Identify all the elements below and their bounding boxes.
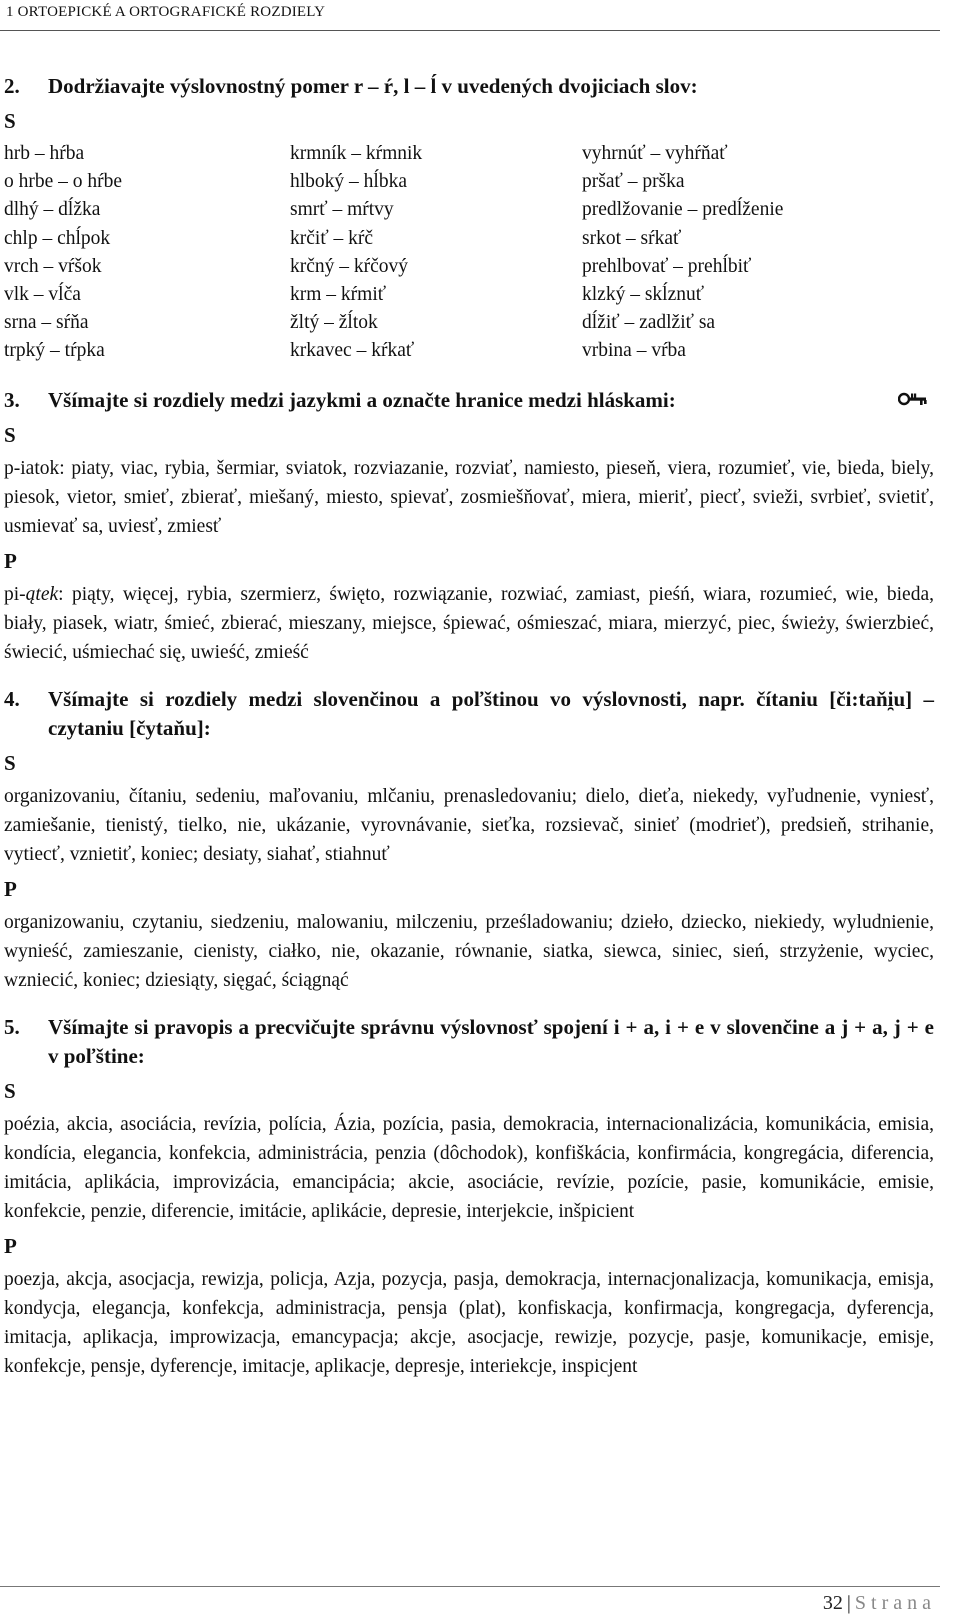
task-5-heading bbox=[4, 1013, 934, 1071]
word-pair: dlhý – dĺžka bbox=[4, 199, 101, 221]
footer-separator: | bbox=[846, 1592, 851, 1614]
word-pair: krčiť – kŕč bbox=[290, 227, 374, 249]
word-pair: vrch – vŕšok bbox=[4, 255, 102, 277]
word-pair: vlk – vĺča bbox=[4, 284, 81, 306]
task-2-number: 2. bbox=[4, 74, 20, 98]
task-3-s-label: S bbox=[4, 422, 16, 447]
word-pair: vrbina – vŕba bbox=[582, 340, 686, 362]
task-3-s-lead: p-iatok bbox=[4, 457, 60, 479]
task-4-text: Všímajte si rozdiely medzi slovenčinou a poľštinou vo výslovnosti, napr. čítaniu [či:taňi̯u] – czytaniu [čytaňu]: bbox=[48, 686, 934, 740]
word-pair: pršať – prška bbox=[582, 171, 685, 193]
word-pair: krm – kŕmiť bbox=[290, 284, 387, 306]
task-3-p-lead-a: pi- bbox=[4, 583, 26, 605]
word-pair: hrb – hŕba bbox=[4, 143, 85, 164]
word-pair: krmník – kŕmnik bbox=[290, 143, 423, 164]
page-number: 32 bbox=[822, 1592, 843, 1614]
task-3-text: Všímajte si rozdiely medzi jazykmi a označte hranice medzi hláskami: bbox=[48, 387, 676, 412]
word-pair: klzký – skĺznuť bbox=[582, 284, 705, 306]
word-pair: dĺžiť – zadlžiť sa bbox=[582, 312, 716, 334]
word-pair: krkavec – kŕkať bbox=[290, 340, 415, 362]
footer-rule bbox=[0, 1586, 940, 1587]
header-rule bbox=[0, 30, 940, 31]
task-4-number: 4. bbox=[4, 686, 20, 711]
task-3-p-lead-b: ątek bbox=[25, 583, 59, 605]
task-3-s-paragraph bbox=[4, 454, 934, 541]
task-5-p-text: poezja, akcja, asocjacja, rewizja, policja, Azja, pozycja, pasja, demokracja, internacjonalizacja, komunikacja, emisja, kondycja, elegancja, konfekcja, administracja, pensja (plat), konfiskacja, konfirmacja, kongregacja, dyferencja, imitacja, aplikacja, improwizacja, emancypacja; akcje, asocjacje, rewizje, pozycje, pasje, komunikacje, emisje, konfekcje, pensje, dyferencje, imitacje, aplikacje, depresje, interiekcje, inspicjent bbox=[4, 1268, 934, 1377]
task-4-p-text: organizowaniu, czytaniu, siedzeniu, malowaniu, milczeniu, prześladowaniu; dzieło, dziecko, niekiedy, wyludnienie, wynieść, zamieszanie, cienisty, ciałko, nie, okazanie, równanie, siatka, siewca, siniec, sień, strzyżenie, wyciec, wzniecić, koniec; dziesiąty, sięgać, ściągnąć bbox=[4, 911, 934, 991]
task-4-s-label: S bbox=[4, 750, 16, 775]
task-3-heading bbox=[4, 386, 934, 415]
task-3-p-label: P bbox=[4, 548, 17, 573]
word-pair: smrť – mŕtvy bbox=[290, 199, 394, 221]
task-2-text: Dodržiavajte výslovnostný pomer r – ŕ, l – ĺ v uvedených dvojiciach slov: bbox=[48, 74, 698, 98]
page-content bbox=[4, 72, 934, 1381]
word-pair: hlboký – hĺbka bbox=[290, 171, 407, 193]
word-pair: chlp – chĺpok bbox=[4, 227, 111, 249]
task-4-p-label: P bbox=[4, 876, 17, 901]
word-pair: žltý – žĺtok bbox=[290, 312, 378, 334]
key-icon bbox=[898, 386, 928, 415]
word-pairs-grid bbox=[4, 140, 934, 366]
task-3-p-text: : piąty, więcej, rybia, szermierz, święto, rozwiązanie, rozwiać, zamiast, pieśń, wiara, rozumieć, wie, bieda, biały, piasek, wiatr, śmieć, zbierać, mieszany, miejsce, śpiewać, ośmieszać, miara, mierzyć, piec, świeży, świerzbieć, świecić, uśmiechać się, uwieść, zmieść bbox=[4, 583, 934, 663]
task-5-text: Všímajte si pravopis a precvičujte správnu výslovnosť spojení i + a, i + e v slovenčine a j + a, j + e v poľštine: bbox=[48, 1014, 934, 1068]
page-footer bbox=[823, 1592, 936, 1615]
word-pair: srkot – sŕkať bbox=[582, 227, 682, 249]
task-3-s-text: : piaty, viac, rybia, šermiar, sviatok, rozviazanie, rozviať, namiesto, pieseň, viera, rozumieť, vie, bieda, biely, piesok, vietor, smieť, zbierať, miešaný, miesto, spievať, zosmiešňovať, miera, mieriť, piecť, svieži, svrbieť, svietiť, usmievať sa, uviesť, zmiesť bbox=[4, 457, 934, 537]
task-2-heading bbox=[4, 72, 934, 101]
task-4-s-text: organizovaniu, čítaniu, sedeniu, maľovaniu, mlčaniu, prenasledovaniu; dielo, dieťa, niekedy, vyľudnenie, vyniesť, zamiešanie, tienistý, tielko, nie, ukázanie, vyrovnávanie, sieťka, rozsievač, sinieť (modrieť), predsieň, strihanie, vytiecť, vznietiť, koniec; desiaty, siahať, stiahnuť bbox=[4, 785, 934, 865]
running-header: 1 ORTOEPICKÉ A ORTOGRAFICKÉ ROZDIELY bbox=[6, 4, 326, 20]
word-pair: prehlbovať – prehĺbiť bbox=[582, 255, 752, 277]
task-3-p-paragraph bbox=[4, 580, 934, 667]
footer-label: Strana bbox=[854, 1592, 936, 1614]
task-3-number: 3. bbox=[4, 387, 20, 412]
task-2-lang-label: S bbox=[4, 109, 16, 133]
word-pair: vyhrnúť – vyhŕňať bbox=[582, 143, 728, 164]
task-5-number: 5. bbox=[4, 1014, 20, 1039]
word-pair: trpký – tŕpka bbox=[4, 340, 105, 362]
task-5-p-label: P bbox=[4, 1233, 17, 1258]
task-4-heading bbox=[4, 685, 934, 743]
task-5-s-text: poézia, akcia, asociácia, revízia, polícia, Ázia, pozícia, pasia, demokracia, internacionalizácia, komunikácia, emisia, kondícia, elegancia, konfekcia, administrácia, penzia (dôchodok), konfiškácia, konfirmácia, kongregácia, diferencia, imitácia, aplikácia, improvizácia, emancipácia; akcie, asociácie, revízie, pozície, pasie, komunikácie, emisie, konfekcie, penzie, diferencie, imitácie, aplikácie, depresie, interjekcie, inšpicient bbox=[4, 1113, 934, 1222]
word-pair: o hrbe – o hŕbe bbox=[4, 171, 123, 193]
task-5-s-label: S bbox=[4, 1078, 16, 1103]
word-pair: srna – sŕňa bbox=[4, 312, 89, 334]
word-pair: krčný – kŕčový bbox=[290, 255, 409, 277]
word-pair: predlžovanie – predĺženie bbox=[582, 199, 784, 221]
